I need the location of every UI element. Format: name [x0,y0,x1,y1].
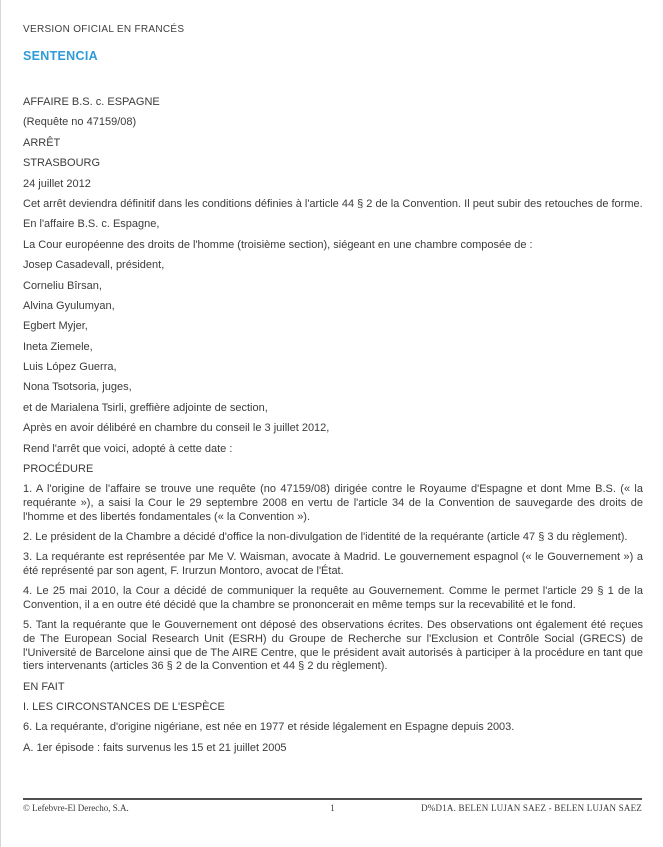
paragraph: A. 1er épisode : faits survenus les 15 et 21 juillet 2005 [23,741,287,754]
paragraph: PROCÉDURE [23,463,94,476]
footer-copyright: © Lefebvre-El Derecho, S.A. [23,803,129,813]
paragraph: Ineta Ziemele, [23,340,93,353]
paragraph: ARRÊT [23,136,61,149]
paragraph: 1. A l'origine de l'affaire se trouve une requête (no 47159/08) dirigée contre le Royaume d'Espagne et dont Mme B.S. (« la requérante »), a saisi la Cour le 29 septembre 2008 en vertu de l'article 34 de la Convention de sauvegarde des droits de l'homme et des libertés fondamentales (« la Convention »). [23,483,643,523]
paragraph: AFFAIRE B.S. c. ESPAGNE [23,96,160,108]
paragraph: Cet arrêt deviendra définitif dans les conditions définies à l'article 44 § 2 de la Convention. Il peut subir des retouches de forme. [23,197,643,210]
paragraph: Après en avoir délibéré en chambre du conseil le 3 juillet 2012, [23,422,330,435]
paragraph: 6. La requérante, d'origine nigériane, est née en 1977 et réside légalement en Espagne depuis 2003. [23,721,515,734]
paragraph: et de Marialena Tsirli, greffière adjointe de section, [23,401,268,414]
footer-reference: D%D1A. BELEN LUJAN SAEZ - BELEN LUJAN SAEZ [421,803,642,813]
paragraph: Luis López Guerra, [23,361,117,374]
version-notice: VERSION OFICIAL EN FRANCÉS [23,24,185,35]
paragraph: Nona Tsotsoria, juges, [23,381,132,394]
document-type-title: SENTENCIA [23,49,98,63]
paragraph: EN FAIT [23,680,65,693]
paragraph: Rend l'arrêt que voici, adopté à cette date : [23,442,233,455]
paragraph: 4. Le 25 mai 2010, la Cour a décidé de communiquer la requête au Gouvernement. Comme le permet l'article 29 § 1 de la Convention, il a en outre été décidé que la chambre se prononcerait en même temps sur la recevabilité et le fond. [23,585,643,611]
page-footer [23,798,642,813]
paragraph: 24 juillet 2012 [23,177,91,190]
paragraph: 2. Le président de la Chambre a décidé d'office la non-divulgation de l'identité de la requérante (article 47 § 3 du règlement). [23,531,628,543]
paragraph: Egbert Myjer, [23,320,88,333]
paragraph: Josep Casadevall, président, [23,259,165,272]
paragraph: 5. Tant la requérante que le Gouvernement ont déposé des observations écrites. Des observations ont également été reçues de The European Social Research Unit (ESRH) du Groupe de Recherche sur l'Exclusion et Contrôle Social (GRECS) de l'Université de Barcelone ainsi que de The AIRE Centre, que le président avait autorisés à participer à la procédure en tant que tiers intervenants (articles 36 § 2 de la Convention et 44 § 2 du règlement). [23,619,643,673]
paragraph: 3. La requérante est représentée par Me V. Waisman, avocate à Madrid. Le gouvernement espagnol (« le Gouvernement ») a été représenté par son agent, F. Irurzun Montoro, avocat de l'État. [23,551,643,577]
paragraph: La Cour européenne des droits de l'homme (troisième section), siégeant en une chambre composée de : [23,238,533,251]
paragraph: (Requête no 47159/08) [23,116,137,129]
paragraph: En l'affaire B.S. c. Espagne, [23,218,160,231]
footer-page-number: 1 [330,803,335,813]
paragraph: I. LES CIRCONSTANCES DE L'ESPÈCE [23,700,225,713]
document-content [23,23,643,755]
paragraph: Alvina Gyulumyan, [23,299,115,312]
judgment-text [23,96,643,755]
paragraph: STRASBOURG [23,157,101,170]
paragraph: Corneliu Bîrsan, [23,279,102,292]
